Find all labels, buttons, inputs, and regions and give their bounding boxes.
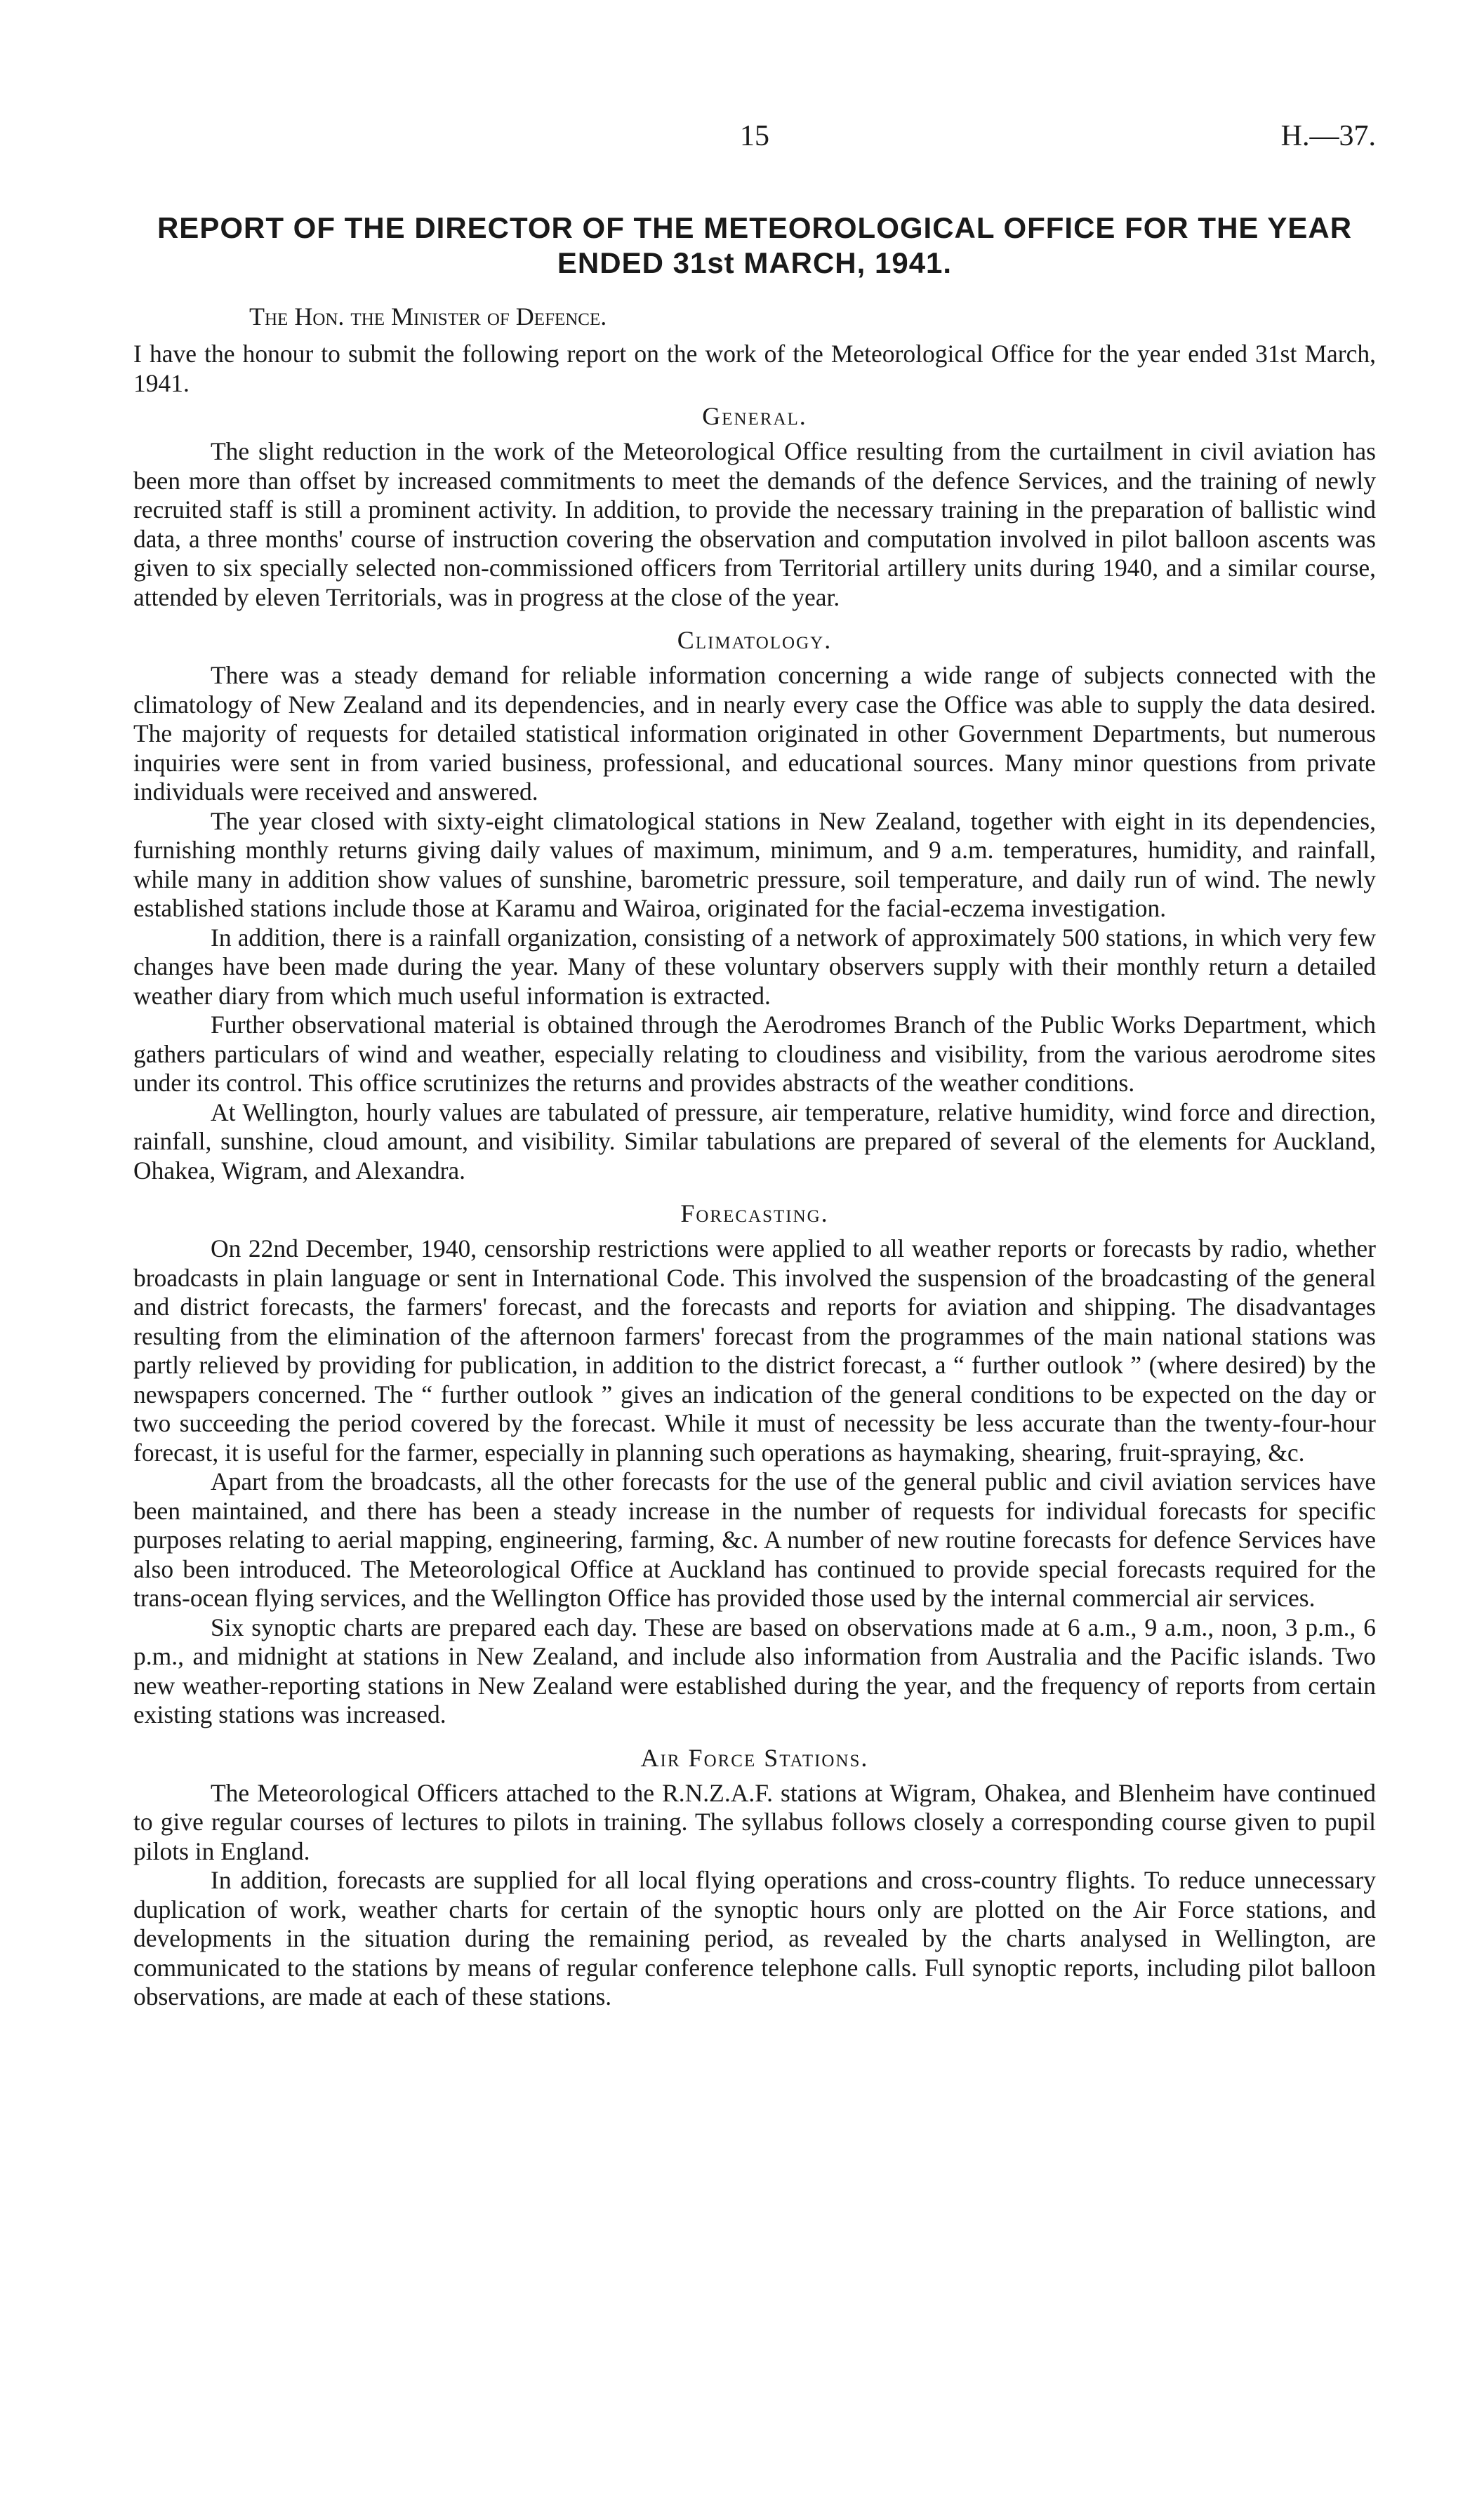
page-number: 15 [740,120,769,152]
forecasting-paragraph-1: On 22nd December, 1940, censorship restrictions were applied to all weather reports or forecasts by radio, whether broadcasts in plain language or sent in International Code. This involved the suspension of the broadcasting of the general and district forecasts, the farmers' forecast, and the forecasts and reports for aviation and shipping. The disadvantages resulting from the elimination of the afternoon farmers' forecast from the programmes of the main national stations was partly relieved by providing for publication, in addition to the district forecast, a “ further outlook ” (where desired) by the newspapers concerned. The “ further outlook ” gives an indication of the general conditions to be expected on the day or two succeeding the period covered by the forecast. While it must of necessity be less accurate than the twenty-four-hour forecast, it is useful for the farmer, especially in planning such operations as haymaking, shearing, fruit-spraying, &c. [133,1234,1376,1467]
climatology-paragraph-2: The year closed with sixty-eight climatological stations in New Zealand, together with eight in its dependencies, furnishing monthly returns giving daily values of maximum, minimum, and 9 a.m. temperatures, humidity, and rainfall, while many in addition show values of sunshine, barometric pressure, soil temperature, and daily run of wind. The newly established stations include those at Karamu and Wairoa, originated for the facial-eczema investigation. [133,806,1376,922]
section-heading-climatology: Climatology. [677,626,833,654]
climatology-paragraph-5: At Wellington, hourly values are tabulated of pressure, air temperature, relative humidity, wind force and direction, rainfall, sunshine, cloud amount, and visibility. Similar tabulations are prepared of several of the elements for Auckland, Ohakea, Wigram, and Alexandra. [133,1098,1376,1185]
page-header [133,112,1376,168]
salutation: The Hon. the Minister of Defence. [249,302,607,331]
intro-paragraph: I have the honour to submit the following report on the work of the Meteorological Office for the year ended 31st March, 1941. [133,340,1376,397]
section-heading-forecasting: Forecasting. [680,1199,829,1227]
report-page [133,112,1376,2484]
climatology-paragraph-1: There was a steady demand for reliable information concerning a wide range of subjects connected with the climatology of New Zealand and its dependencies, and in nearly every case the Office was able to supply the data desired. The majority of requests for detailed statistical information originated in other Government Departments, but numerous inquiries were sent in from varied business, professional, and educational sources. Many minor questions from private individuals were received and answered. [133,661,1376,806]
forecasting-paragraph-3: Six synoptic charts are prepared each day. These are based on observations made at 6 a.m., 9 a.m., noon, 3 p.m., 6 p.m., and midnight at stations in New Zealand, and include also information from Australia and the Pacific islands. Two new weather-reporting stations in New Zealand were established during the year, and the frequency of reports from certain existing stations was increased. [133,1613,1376,1728]
air-force-paragraph-1: The Meteorological Officers attached to the R.N.Z.A.F. stations at Wigram, Ohakea, and Blenheim have continued to give regular courses of lectures to pilots in training. The syllabus follows closely a corresponding course given to pupil pilots in England. [133,1778,1376,1865]
general-paragraph-1: The slight reduction in the work of the Meteorological Office resulting from the curtailment in civil aviation has been more than offset by increased commitments to meet the demands of the defence Services, and the training of newly recruited staff is still a prominent activity. In addition, to provide the necessary training in the preparation of ballistic wind data, a three months' course of instruction covering the observation and computation involved in pilot balloon ascents was given to six specially selected non-commissioned officers from Territorial artillery units during 1940, and a similar course, attended by eleven Territorials, was in progress at the close of the year. [133,437,1376,611]
section-heading-air-force-stations: Air Force Stations. [640,1743,869,1772]
air-force-paragraph-2: In addition, forecasts are supplied for all local flying operations and cross-country flights. To reduce unnecessary duplication of work, weather charts for certain of the synoptic hours only are plotted on the Air Force stations, and developments in the situation during the remaining period, as revealed by the charts analysed in Wellington, are communicated to the stations by means of regular conference telephone calls. Full synoptic reports, including pilot balloon observations, are made at each of these stations. [133,1866,1376,2011]
forecasting-paragraph-2: Apart from the broadcasts, all the other forecasts for the use of the general public and civil aviation services have been maintained, and there has been a steady increase in the number of requests for individual forecasts for specific purposes relating to aerial mapping, engineering, farming, &c. A number of new routine forecasts for defence Services have also been introduced. The Meteorological Office at Auckland has continued to provide special forecasts required for the trans-ocean flying services, and the Wellington Office has provided those used by the internal commercial air services. [133,1467,1376,1612]
climatology-paragraph-3: In addition, there is a rainfall organization, consisting of a network of approximately 500 stations, in which very few changes have been made during the year. Many of these voluntary observers supply with their monthly return a detailed weather diary from which much useful information is extracted. [133,923,1376,1010]
report-title: REPORT OF THE DIRECTOR OF THE METEOROLOGICAL OFFICE FOR THE YEAR ENDED 31st MARCH, 1941. [157,211,1353,279]
section-heading-general: General. [702,402,807,430]
climatology-paragraph-4: Further observational material is obtained through the Aerodromes Branch of the Public Works Department, which gathers particulars of wind and weather, especially relating to cloudiness and visibility, from the various aerodrome sites under its control. This office scrutinizes the returns and provides abstracts of the weather conditions. [133,1011,1376,1097]
page-reference: H.—37. [1280,120,1376,152]
